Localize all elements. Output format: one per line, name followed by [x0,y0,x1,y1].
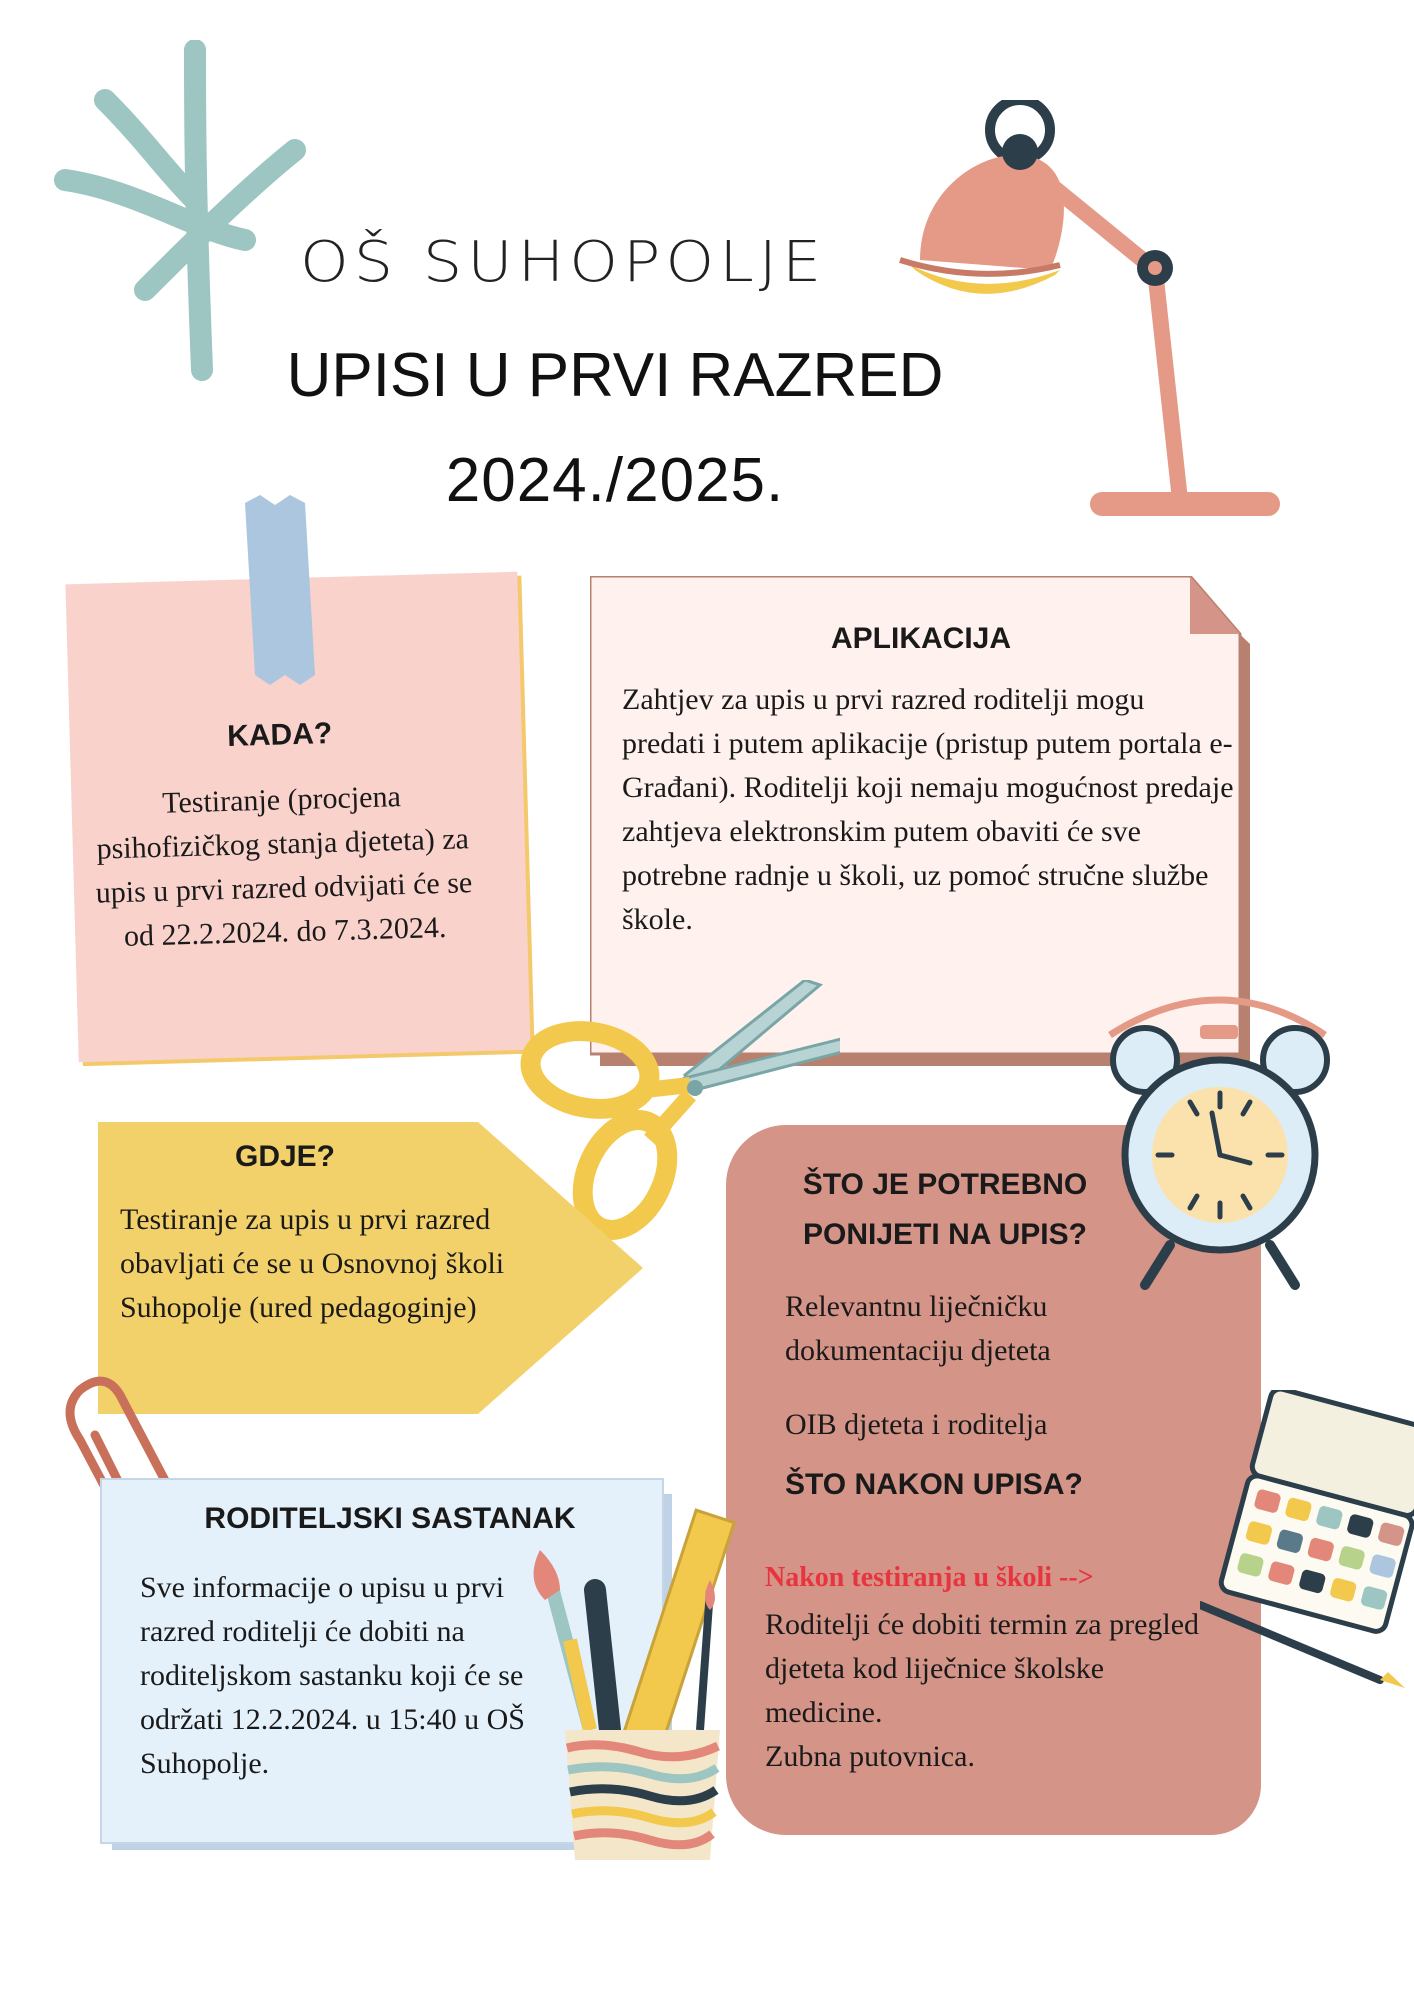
aplikacija-heading: APLIKACIJA [830,622,1011,655]
school-year: 2024./2025. [445,446,785,515]
sastanak-text: Sve informacije o upisu u prvi razred roditelji će dobiti na roditeljskom sastanku koji će se održati 12.2.2024. u 15:40 u OŠ Suhopolje. [140,1571,525,1780]
kada-text: Testiranje (procjena psihofizičkog stanja djeteta) za upis u prvi razred odvijati će se od 22.2.2024. do 7.3.2024. [95,780,473,953]
sastanak-heading: RODITELJSKI SASTANAK [204,1502,576,1535]
page-title: UPISI U PRVI RAZRED [286,341,944,410]
nakon-text-2: Zubna putovnica. [765,1740,975,1773]
potrebno-item-2: OIB djeteta i roditelja [785,1408,1048,1441]
gdje-text: Testiranje za upis u prvi razred obavljati će se u Osnovnoj školi Suhopolje (ured pedagoginje) [120,1203,505,1324]
kada-heading: KADA? [226,717,333,753]
nakon-text-1: Roditelji će dobiti termin za pregled djeteta kod liječnice školske medicine. [765,1608,1200,1729]
aplikacija-text: Zahtjev za upis u prvi razred roditelji mogu predati i putem aplikacije (pristup putem portala e-Građani). Roditelji koji nemaju mogućnost predaje zahtjeva elektronskim putem obaviti će sve potrebne radnje u školi, uz pomoć stručne službe škole. [622,683,1234,936]
alarm-clock-icon [1100,995,1340,1295]
tape-icon [240,495,320,685]
pencil-cup-icon [520,1490,770,1870]
potrebno-item-1: Relevantnu liječničku dokumentaciju djeteta [785,1290,1051,1367]
nakon-text [765,1603,1215,1779]
nakon-highlight: Nakon testiranja u školi --> [765,1562,1094,1593]
nakon-heading: ŠTO NAKON UPISA? [785,1468,1083,1501]
paint-palette-icon [1200,1390,1414,1690]
potrebno-heading: ŠTO JE POTREBNO PONIJETI NA UPIS? [802,1168,1088,1251]
school-name: OŠ SUHOPOLJE [300,228,827,295]
gdje-heading: GDJE? [234,1140,336,1173]
